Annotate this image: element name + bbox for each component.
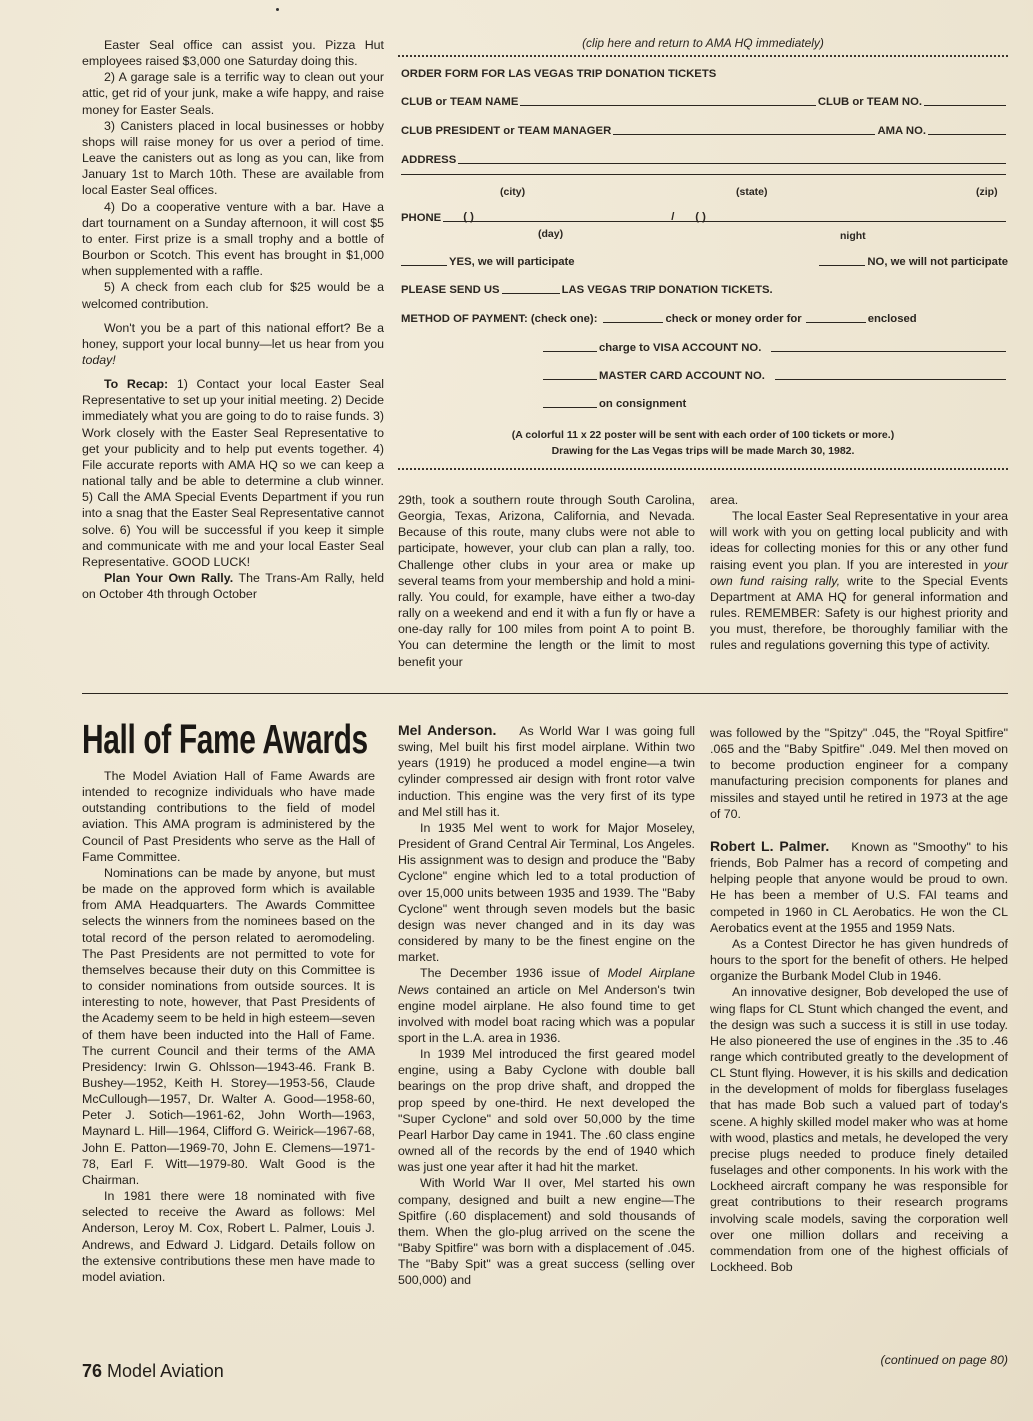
continued-note: (continued on page 80) [880, 1353, 1008, 1367]
visa-account-field[interactable] [771, 351, 1006, 352]
text: The December 1936 issue of [420, 966, 608, 981]
paragraph [398, 722, 699, 820]
phone-field[interactable] [443, 211, 1006, 223]
paragraph [398, 1046, 695, 1175]
paragraph [82, 320, 384, 368]
paragraph [398, 492, 695, 670]
page-number: 76 [82, 1361, 103, 1381]
text: Nominations can be made by anyone, but must be made on the approved form which is available from AMA Headquarters. The Awards Committee selects the winners from the nominees based on the total record of the person related to aeromodeling. The Past Presidents are not permitted to vote for themselves because their duty on this Committee is to consider nominations from outside sources. It is interesting to note, however, that Past Presidents of the Academy seem to be held in high esteem—seven of them have been inducted into the Hall of Fame. The current Council and their terms of the AMA Presidency: Irwin G. Ohlsson—1943-46. Frank B. Bushey—1952, Keith H. Storey—1953-56, Claude McCullough—1957, Dr. Walter A. Good—1958-60, Peter J. Sotich—1961-62, John Worth—1963, Maynard L. Hill—1964, Clifford G. Weirick—1967-68, John E. Patton—1969-70, John E. Clemens—1971-78, Earl F. Witt—1979-80. Walt Good is the Chairman. [82, 865, 375, 1187]
form-title: ORDER FORM FOR LAS VEGAS TRIP DONATION TICKETS [401, 68, 717, 80]
president-field[interactable] [613, 134, 875, 135]
yes-checkbox-line[interactable] [401, 265, 447, 266]
check-option-line[interactable] [603, 322, 663, 323]
city-label: (city) [500, 186, 526, 198]
no-checkbox-line[interactable] [819, 265, 865, 266]
section-name: Robert L. Palmer. [710, 837, 830, 854]
text: 2) A garage sale is a terrific way to clean out your attic, get rid of your junk, make a wife happy, and raise money for Easter Seals. [82, 70, 384, 117]
payment-label: METHOD OF PAYMENT: (check one): [401, 313, 598, 325]
consignment-option-line[interactable] [543, 407, 597, 408]
mastercard-label: MASTER CARD ACCOUNT NO. [599, 370, 765, 382]
zip-label: (zip) [976, 186, 998, 198]
paragraph [82, 570, 384, 602]
paragraph [710, 492, 1008, 508]
paragraph [710, 508, 1008, 653]
clip-note: (clip here and return to AMA HQ immediately) [582, 36, 824, 50]
visa-label: charge to VISA ACCOUNT NO. [599, 342, 762, 354]
paragraph [710, 837, 1012, 936]
consignment-label: on consignment [599, 398, 687, 410]
phone-label: PHONE [401, 212, 442, 224]
yes-label: YES, we will participate [449, 256, 575, 268]
paragraph [82, 768, 375, 865]
no-label: NO, we will not participate [867, 256, 1008, 268]
italic-text: Model Airplane News [398, 966, 695, 997]
text: 3) Canisters placed in local businesses or hobby shops will raise money for us over a period of time. Leave the canisters out as long as you can, like from January 1st to March 10th. These are available from local Easter Seal offices. [82, 118, 384, 198]
president-label: CLUB PRESIDENT or TEAM MANAGER [401, 125, 612, 137]
article-headline [82, 716, 382, 762]
text: 29th, took a southern route through South Carolina, Georgia, Texas, Arizona, California, and Nevada. Because of this route, many clubs were not able to participate, however, your club can plan a rally, too. Challenge other clubs in your area or make up several teams from your membership and hold a mini-rally. You could, for example, have either a two-day rally on a weekend and end it with a fun fly or have a one-day rally for 100 miles from point A to point B. You can determine the length or the limit to most benefit your [398, 493, 695, 669]
send-suffix: LAS VEGAS TRIP DONATION TICKETS. [561, 284, 773, 296]
publication-name: Model Aviation [107, 1361, 224, 1381]
city-state-zip-field[interactable] [401, 174, 1006, 175]
text: The local Easter Seal Representative in your area will work with you on getting local publicity and with ideas for collecting monies for this or any other fund raising event you plan. If you are interested in [710, 509, 1008, 572]
text: write to the Special Events Department at AMA HQ for general information and rules. REMEMBER: Safety is our highest priority and you must, therefore, be thoroughly familiar with the rules and regulations governing this type of activity. [710, 573, 1008, 653]
drawing-note: Drawing for the Las Vegas trips will be made March 30, 1982. [551, 445, 855, 457]
paragraph [82, 37, 384, 69]
italic-text: your own fund raising rally, [710, 557, 1008, 588]
text: An innovative designer, Bob developed the use of wing flaps for CL Stunt which changed the event, and the design was such a success it is still in use today. He also pioneered the use of engines in the .35 to .46 range which contributed greatly to the development of CL Stunt flying. However, it is his skills and dedication in the development of molds for fiberglass fuselages that has made Bob such a valued part of today's scene. A highly skilled model maker who was at home with wood, plastics and metals, he developed the very precise plugs needed to produce finely detailed fuselages and other components. In his work with the Lockheed aircraft company he was responsible for great contributions to their research programs involving scale models, saving the corporation well over one million dollars and receiving a commendation from one of the highest officials of Lockheed. Bob [710, 985, 1008, 1274]
text: contained an article on Mel Anderson's twin engine model airplane. He also found time to get involved with model boat racing which was a popular sport in the L.A. area in 1936. [398, 982, 695, 1045]
paragraph [398, 820, 695, 965]
ticket-quantity-field[interactable] [502, 293, 560, 294]
address-label: ADDRESS [401, 154, 457, 166]
text: was followed by the "Spitzy" .045, the "Royal Spitfire" .065 and the "Baby Spitfire" .049. Mel then moved on to become production engineer for a company manufacturing precision components for planes and missiles and stayed until he retired in 1973 at the age of 70. [710, 726, 1008, 821]
night-area-code: ( ) [695, 211, 706, 223]
print-speck [276, 8, 279, 11]
headline-text: Hall of Fame Awards [82, 716, 368, 762]
mid-column-1 [398, 492, 695, 670]
day-area-code: ( ) [463, 211, 474, 223]
day-label: (day) [538, 228, 564, 240]
paragraph [82, 69, 384, 117]
enclosed-label: enclosed [867, 313, 917, 325]
text: 5) A check from each club for $25 would be a welcomed contribution. [82, 280, 384, 311]
visa-option-line[interactable] [543, 351, 597, 352]
ama-no-label: AMA NO. [877, 125, 926, 137]
paragraph [398, 965, 695, 1046]
bold-lead-in: To Recap: [104, 377, 169, 392]
text: 1) Contact your local Easter Seal Representative to set up your initial meeting. 2) Decide immediately what you are going to do to raise funds. 3) Work closely with the Easter Seal Representative to get your publicity and to help put events together. 4) File accurate reports with AMA HQ so we can keep a national tally and be able to determine a club winner. 5) Call the AMA Special Events Department if you run into a snag that the Easter Seal Representative cannot solve. 6) You will be successful if you keep it simple and communicate with me and your local Easter Seal Representative. GOOD LUCK! [82, 377, 384, 569]
paragraph [82, 1188, 375, 1285]
text: In 1981 there were 18 nominated with five selected to receive the Award as follows: Mel Anderson, Leroy M. Cox, Robert L. Palmer, Louis J. Andrews, and Edward J. Lidgard. Details follow on the extensive contributions these men have made to model aviation. [82, 1189, 375, 1284]
text: Easter Seal office can assist you. Pizza Hut employees raised $3,000 one Saturday doing this. [82, 38, 384, 69]
text: As World War I was going full swing, Mel built his first model airplane. Within two years (1919) he produced a model engine—a twin cylinder compressed air design with front rotor valve induction. This engine was the very first of its type and Mel still has it. [398, 724, 699, 819]
check-label: check or money order for [665, 313, 802, 325]
mastercard-account-field[interactable] [775, 379, 1006, 380]
text: The Model Aviation Hall of Fame Awards are intended to recognize individuals who have made outstanding contributions to the field of model aviation. This AMA program is administered by the Council of Past Presidents who serve as the Hall of Fame Committee. [82, 769, 375, 864]
mastercard-option-line[interactable] [543, 379, 597, 380]
text: area. [710, 493, 739, 507]
club-name-label: CLUB or TEAM NAME [401, 96, 519, 108]
section-divider [82, 693, 1008, 694]
paragraph [710, 936, 1008, 984]
paragraph [398, 1175, 695, 1288]
clip-line[interactable] [398, 55, 1008, 57]
state-label: (state) [736, 186, 768, 198]
article-column-1 [82, 768, 375, 1285]
paragraph [710, 725, 1008, 822]
text: With World War II over, Mel started his own company, designed and built a new engine—The Spitfire (.60 displacement) and sold thousands of them. When the glo-plug arrived on the scene the "Baby Spitfire" was born with a displacement of .045. The "Baby Spit" was a great success (selling over 500,000) and [398, 1176, 695, 1288]
clip-line-bottom[interactable] [398, 468, 1008, 470]
night-label: night [840, 230, 866, 242]
paragraph [82, 118, 384, 199]
poster-note: (A colorful 11 x 22 poster will be sent with each order of 100 tickets or more.) [511, 429, 895, 441]
phone-slash: / [671, 211, 675, 223]
ama-no-field[interactable] [928, 134, 1006, 135]
text: The Trans-Am Rally, held on October 4th through October [82, 571, 384, 602]
top-left-column [82, 37, 384, 602]
text: In 1939 Mel introduced the first geared model engine, using a Baby Cyclone with double ball bearings on the prop drive shaft, and dropped the prop speed by one-third. He next developed the "Super Cyclone" and sold over 50,000 by the time Pearl Harbor Day came in 1941. The .60 class engine owned all of the records by the end of 1940 which was just one year after it had hit the market. [398, 1047, 695, 1175]
page-footer [82, 1361, 224, 1382]
text: Known as "Smoothy" to his friends, Bob Palmer has a record of competing and helping people that anyone would be proud to own. He has been a member of U.S. FAI teams and competed in 1960 in CL Aerobatics. He won the CL Aerobatics event at the 1955 and 1959 Nats. [710, 839, 1012, 935]
club-no-label: CLUB or TEAM NO. [817, 96, 922, 108]
send-prefix: PLEASE SEND US [401, 284, 500, 296]
paragraph [82, 865, 375, 1188]
section-name: Mel Anderson. [398, 722, 497, 738]
paragraph [82, 376, 384, 570]
bold-lead-in: Plan Your Own Rally. [104, 571, 234, 585]
address-field[interactable] [458, 163, 1006, 164]
mid-column-2 [710, 492, 1008, 654]
paragraph [82, 279, 384, 311]
text: Won't you be a part of this national effort? Be a honey, support your local bunny—let us hear from you [82, 320, 384, 351]
club-no-field[interactable] [924, 105, 1006, 106]
paragraph [710, 984, 1008, 1275]
check-amount-field[interactable] [806, 322, 866, 323]
italic-text: today! [82, 352, 116, 367]
club-name-field[interactable] [520, 105, 815, 106]
paragraph [82, 199, 384, 280]
article-column-2 [398, 722, 699, 1288]
text: 4) Do a cooperative venture with a bar. Have a dart tournament on a Sunday afternoon, it will cost $5 to enter. First prize is a small trophy and a bottle of Bourbon or Scotch. This event has brought in $1,000 when supplemented with a raffle. [82, 199, 384, 279]
text: As a Contest Director he has given hundreds of hours to the sport for the benefit of others. He helped organize the Burbank Model Club in 1946. [710, 936, 1008, 984]
text: In 1935 Mel went to work for Major Moseley, President of Grand Central Air Terminal, Los Angeles. His assignment was to design and produce the "Baby Cyclone" engine which led to a total production of over 15,000 units between 1935 and 1939. The "Baby Cyclone" went through seven models but the basic design was never changed and in its day was considered by many to be the finest engine on the market. [398, 820, 695, 965]
article-column-3 [710, 725, 1012, 1275]
